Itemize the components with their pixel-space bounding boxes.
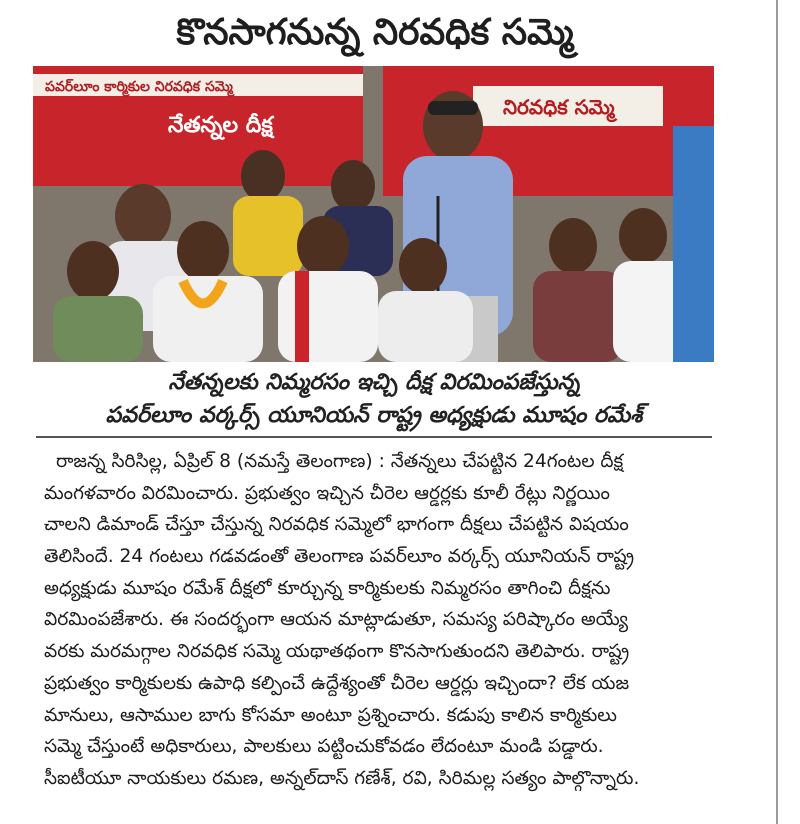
article-line: అధ్యక్షుడు మూషం రమేశ్ దీక్షలో కూర్చున్న కార్మికులకు నిమ్మరసం తాగించి దీక్షను bbox=[44, 577, 611, 599]
photo-caption bbox=[36, 366, 712, 432]
article-line: ప్రభుత్వం కార్మికులకు ఉపాధి కల్పించే ఉద్దేశ్యంతో చీరెల ఆర్డర్లు ఇచ్చిందా? లేక యజ bbox=[44, 672, 630, 694]
article-line: రాజన్న సిరిసిల్ల, ఏప్రిల్ 8 (నమస్తే తెలంగాణ) : నేతన్నలు చేపట్టిన 24గంటల దీక్ష bbox=[56, 451, 624, 472]
article-line: తెలిసిందే. 24 గంటలు గడవడంతో తెలంగాణ పవర్‌లూం వర్కర్స్ యూనియన్ రాష్ట్ర bbox=[44, 546, 635, 568]
banner-left-text: పవర్‌లూం కార్మికుల నిరవధిక సమ్మె bbox=[45, 79, 233, 95]
article-line: విరమింపజేశారు. ఈ సందర్భంగా ఆయన మాట్లాడుతూ, సమస్య పరిష్కారం అయ్యే bbox=[44, 609, 628, 631]
news-photo bbox=[33, 66, 714, 362]
banner-center-text: నేతన్నల దీక్ష bbox=[168, 113, 273, 138]
caption-divider bbox=[36, 436, 712, 438]
column-divider bbox=[776, 0, 778, 824]
article-line: వరకు మరమగ్గాల నిరవధిక సమ్మె యథాతథంగా కొనసాగుతుందని తెలిపారు. రాష్ట్ర bbox=[44, 641, 630, 663]
article-line: సమ్మె చేస్తుంటే అధికారులు, పాలకులు పట్టించుకోవడం లేదంటూ మండి పడ్డారు. bbox=[44, 736, 604, 758]
article-line: సీఐటీయూ నాయకులు రమణ, అన్నల్‌దాస్ గణేశ్, రవి, సిరిమల్ల సత్యం పాల్గొన్నారు. bbox=[44, 767, 640, 789]
caption-line-1: నేతన్నలకు నిమ్మరసం ఇచ్చి దీక్ష విరమింపజేస్తున్న bbox=[168, 370, 580, 395]
article-body bbox=[44, 446, 719, 795]
banner-right-text: నిరవధిక సమ్మె bbox=[503, 95, 615, 119]
article-line: మానులు, ఆసాముల బాగు కోసమా అంటూ ప్రశ్నించారు. కడుపు కాలిన కార్మికులు bbox=[44, 704, 617, 726]
article-line: మంగళవారం విరమించారు. ప్రభుత్వం ఇచ్చిన చీరెల ఆర్డర్లకు కూలీ రేట్లు నిర్ణయిం bbox=[44, 482, 610, 504]
article-line: చాలని డిమాండ్ చేస్తూ చేస్తున్న నిరవధిక సమ్మెలో భాగంగా దీక్షలు చేపట్టిన విషయం bbox=[44, 514, 629, 536]
caption-line-2: పవర్‌లూం వర్కర్స్ యూనియన్ రాష్ట్ర అధ్యక్షుడు మూషం రమేశ్ bbox=[105, 403, 643, 428]
headline: కొనసాగనున్న నిరవధిక సమ్మె bbox=[176, 12, 574, 53]
